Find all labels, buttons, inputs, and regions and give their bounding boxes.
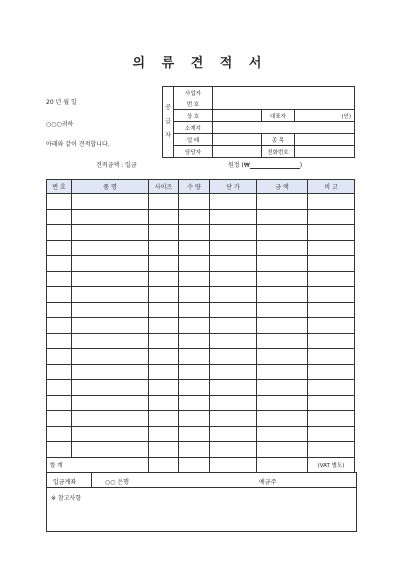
table-cell[interactable] [257,287,308,303]
table-cell[interactable] [308,318,355,334]
table-cell[interactable] [308,287,355,303]
table-row [47,318,355,334]
table-cell[interactable] [210,287,257,303]
table-cell[interactable] [149,225,179,241]
table-cell[interactable] [179,380,210,396]
table-cell[interactable] [47,225,72,241]
col-header-size: 사이즈 [149,180,179,194]
table-cell[interactable] [179,318,210,334]
table-cell[interactable] [47,395,72,411]
company-value[interactable] [213,110,262,122]
table-cell[interactable] [210,225,257,241]
table-cell[interactable] [308,426,355,442]
table-cell[interactable] [257,395,308,411]
table-cell[interactable] [47,364,72,380]
table-row [47,287,355,303]
table-cell[interactable] [210,395,257,411]
table-cell[interactable] [47,426,72,442]
table-cell[interactable] [72,380,149,396]
table-cell[interactable] [149,426,179,442]
table-cell[interactable] [179,349,210,365]
table-cell[interactable] [72,209,149,225]
table-row [47,302,355,318]
table-cell[interactable] [257,380,308,396]
table-cell[interactable] [47,256,72,272]
item-rows [47,194,355,458]
total-amount-label: 견적금액 : 일금 [96,162,137,169]
table-cell[interactable] [257,349,308,365]
col-header-note: 비 고 [308,180,355,194]
reg-no-label-2: 번 호 [174,98,213,110]
table-cell[interactable] [308,333,355,349]
table-cell[interactable] [149,302,179,318]
date-line: 20 년 월 일 [46,99,77,106]
table-cell[interactable] [149,333,179,349]
table-cell[interactable] [308,271,355,287]
table-cell[interactable] [257,442,308,458]
intro-text: 아래와 같이 견적합니다. [46,141,110,148]
table-cell[interactable] [210,333,257,349]
table-cell[interactable] [47,318,72,334]
table-cell[interactable] [149,271,179,287]
table-row [47,194,355,210]
table-cell[interactable] [308,364,355,380]
table-cell[interactable] [149,364,179,380]
table-cell[interactable] [72,225,149,241]
table-cell[interactable] [47,194,72,210]
table-cell[interactable] [308,194,355,210]
table-cell[interactable] [257,411,308,427]
table-cell[interactable] [308,349,355,365]
table-row [47,349,355,365]
total-qty[interactable] [179,457,210,473]
supplier-side-label: 공 급 자 [163,87,174,158]
table-cell[interactable] [47,349,72,365]
table-cell[interactable] [179,333,210,349]
table-cell[interactable] [149,194,179,210]
table-cell[interactable] [47,380,72,396]
col-header-price: 단 가 [210,180,257,194]
table-cell[interactable] [72,194,149,210]
table-cell[interactable] [179,209,210,225]
table-row [47,271,355,287]
table-cell[interactable] [257,333,308,349]
table-cell[interactable] [179,302,210,318]
table-cell[interactable] [257,225,308,241]
table-cell[interactable] [179,426,210,442]
reg-no-value[interactable] [213,87,355,110]
table-cell[interactable] [72,318,149,334]
table-cell[interactable] [72,426,149,442]
table-cell[interactable] [257,271,308,287]
table-cell[interactable] [47,411,72,427]
table-cell[interactable] [308,395,355,411]
items-table [46,179,355,473]
table-cell[interactable] [210,209,257,225]
notes-label: ※ 참고사항 [51,495,82,502]
table-cell[interactable] [179,442,210,458]
table-row [47,364,355,380]
total-row [47,457,355,473]
table-cell[interactable] [179,395,210,411]
table-cell[interactable] [179,271,210,287]
table-cell[interactable] [47,333,72,349]
amount-field[interactable] [250,162,300,169]
table-cell[interactable] [72,302,149,318]
table-cell[interactable] [210,426,257,442]
table-cell[interactable] [149,411,179,427]
table-cell[interactable] [257,318,308,334]
table-cell[interactable] [308,380,355,396]
notes-box[interactable] [46,487,357,532]
table-cell[interactable] [210,380,257,396]
table-cell[interactable] [210,442,257,458]
table-cell[interactable] [257,256,308,272]
ceo-seal: (인) [295,110,355,122]
table-cell[interactable] [210,349,257,365]
table-row [47,209,355,225]
table-cell[interactable] [47,442,72,458]
table-cell[interactable] [308,209,355,225]
category-value[interactable] [295,134,355,146]
table-cell[interactable] [149,395,179,411]
table-row [47,240,355,256]
col-header-amount: 금 액 [257,180,308,194]
table-cell[interactable] [47,287,72,303]
table-row [47,395,355,411]
table-cell[interactable] [257,426,308,442]
table-cell[interactable] [257,302,308,318]
table-cell[interactable] [179,194,210,210]
col-header-item: 품 명 [72,180,149,194]
table-cell[interactable] [47,209,72,225]
account-label: 입금계좌 [53,479,77,486]
table-cell[interactable] [179,287,210,303]
recipient: ○○○귀하 [46,121,74,128]
table-cell[interactable] [72,240,149,256]
table-cell[interactable] [72,333,149,349]
table-cell[interactable] [210,364,257,380]
table-cell[interactable] [179,364,210,380]
table-cell[interactable] [149,287,179,303]
supplier-table [162,86,355,158]
manager-value[interactable] [213,146,262,158]
table-cell[interactable] [47,240,72,256]
items-header-row [47,180,355,194]
business-type-label: 업 태 [174,134,213,146]
table-cell[interactable] [47,302,72,318]
table-cell[interactable] [149,380,179,396]
table-cell[interactable] [179,411,210,427]
table-cell[interactable] [149,209,179,225]
address-value[interactable] [213,122,355,134]
won-label: 원정 (₩ ) [228,162,303,169]
table-cell[interactable] [179,240,210,256]
table-cell[interactable] [149,256,179,272]
table-row [47,380,355,396]
table-cell[interactable] [210,194,257,210]
table-cell[interactable] [210,271,257,287]
table-row [47,411,355,427]
table-row [47,442,355,458]
table-row [47,426,355,442]
table-cell[interactable] [72,395,149,411]
table-cell[interactable] [308,240,355,256]
table-row [47,333,355,349]
holder-label: 예금주 [259,479,277,486]
total-amount[interactable] [257,457,308,473]
table-cell[interactable] [308,411,355,427]
col-header-qty: 수 량 [179,180,210,194]
table-cell[interactable] [308,302,355,318]
total-label: 합 계 [47,457,149,473]
manager-label: 담당자 [174,146,213,158]
table-cell[interactable] [149,318,179,334]
table-cell[interactable] [210,240,257,256]
table-cell[interactable] [210,411,257,427]
total-price[interactable] [210,457,257,473]
table-cell[interactable] [308,256,355,272]
reg-no-label-1: 사업자 [174,87,213,99]
bank-name: ○○ 은행 [105,479,129,486]
document-title: 의 류 견 적 서 [132,56,268,71]
table-cell[interactable] [149,349,179,365]
table-cell[interactable] [179,256,210,272]
table-cell[interactable] [72,364,149,380]
business-type-value[interactable] [213,134,262,146]
phone-label: 전화번호 [262,146,295,158]
total-size[interactable] [149,457,179,473]
table-cell[interactable] [72,442,149,458]
table-cell[interactable] [210,302,257,318]
table-row [47,256,355,272]
company-label: 상 호 [174,110,213,122]
address-label: 소재지 [174,122,213,134]
ceo-label: 대표자 [262,110,295,122]
table-cell[interactable] [308,225,355,241]
table-cell[interactable] [72,256,149,272]
account-row [46,472,357,488]
table-cell[interactable] [72,271,149,287]
table-cell[interactable] [210,256,257,272]
table-cell[interactable] [257,194,308,210]
table-cell[interactable] [72,349,149,365]
table-cell[interactable] [210,318,257,334]
col-header-no: 번 호 [47,180,72,194]
table-cell[interactable] [72,411,149,427]
table-row [47,225,355,241]
table-cell[interactable] [179,225,210,241]
table-cell[interactable] [47,271,72,287]
table-cell[interactable] [257,209,308,225]
table-cell[interactable] [308,442,355,458]
vat-note: (VAT 별도) [308,457,355,473]
table-cell[interactable] [149,442,179,458]
category-label: 종 목 [262,134,295,146]
table-cell[interactable] [257,240,308,256]
table-cell[interactable] [257,364,308,380]
table-cell[interactable] [72,287,149,303]
phone-value[interactable] [295,146,355,158]
table-cell[interactable] [149,240,179,256]
